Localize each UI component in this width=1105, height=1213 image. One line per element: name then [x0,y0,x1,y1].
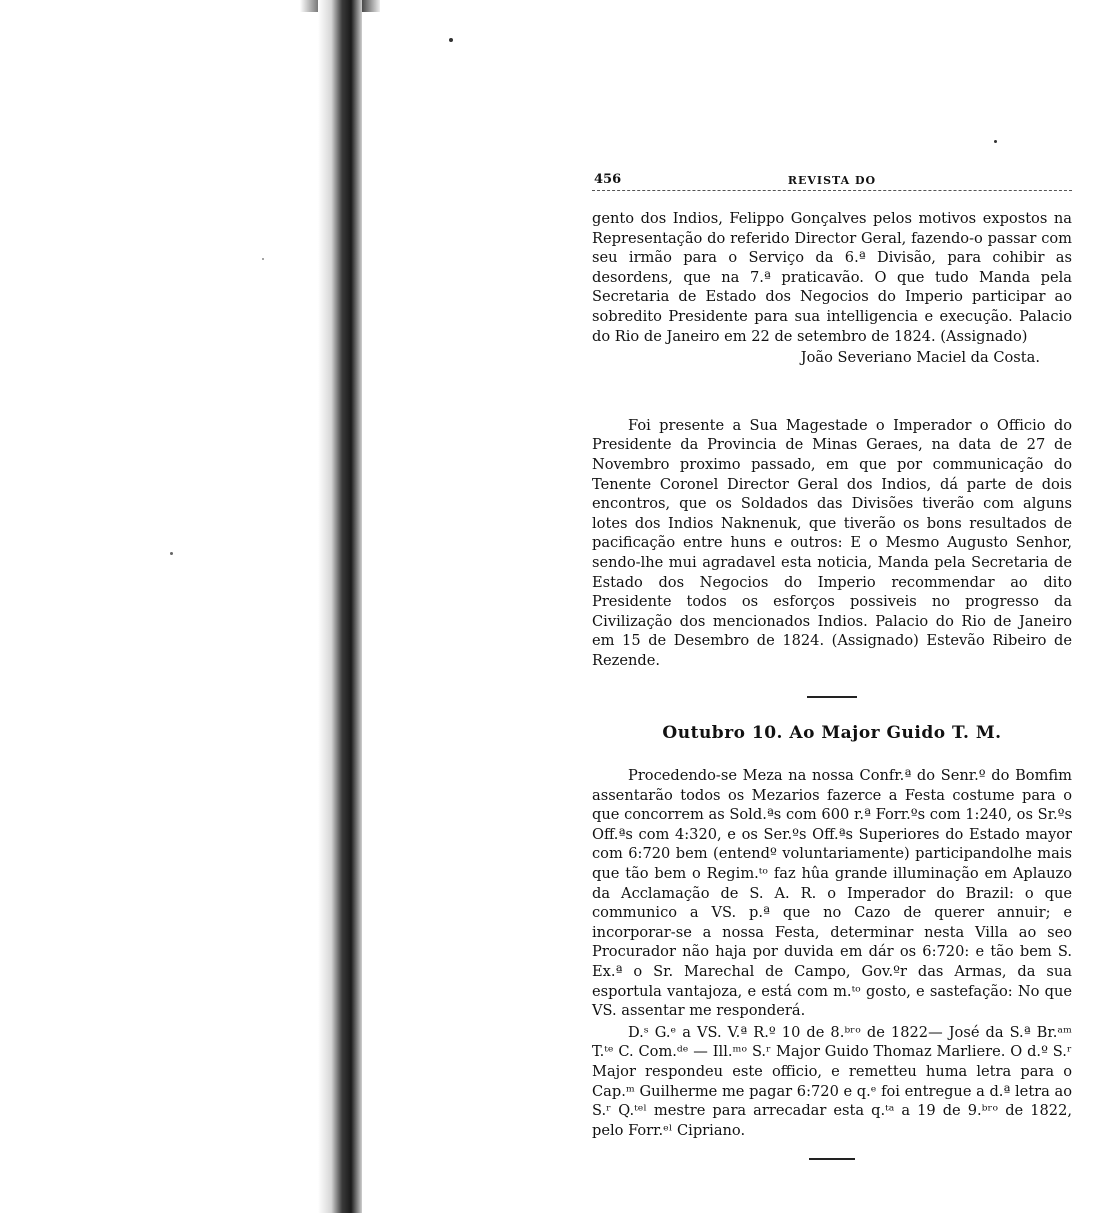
signature-1: João Severiano Maciel da Costa. [800,349,1040,367]
paragraph-2: Foi presente a Sua Magestade o Imperador o Officio do Presidente da Provincia de Minas Geraes, na data de 27 de Novembro proximo passado, em que por communicação do Tenente Coronel Director Geral dos Indios, dá parte de dois encontros, que os Soldados das Divisões tiverão com alguns lotes dos Indios Naknenuk, que tiverão os bons resultados de pacificação entre huns e outros: E o Mesmo Augusto Senhor, sendo-lhe mui agradavel esta noticia, Manda pela Secretaria de Estado dos Negocios do Imperio recommendar ao dito Presidente todos os esforços possiveis no progresso da Civilização dos mencionados Indios. Palacio do Rio de Janeiro em 15 de Desembro de 1824. (Assignado) Estevão Ribeiro de Rezende. [592,416,1072,669]
paragraph-1: gento dos Indios, Felippo Gonçalves pelos motivos expostos na Representação do referido Director Geral, fazendo-o passar com seu irmão para o Serviço da 6.ª Divisão, para cohibir as desordens, que na 7.ª praticavão. O que tudo Manda pela Secretaria de Estado dos Negocios do Imperio participar ao sobredito Presidente para sua intelligencia e execução. Palacio do Rio de Janeiro em 22 de setembro de 1824. (Assignado) [592,210,1072,345]
paper-speck [262,258,264,260]
paragraph-3: Procedendo-se Meza na nossa Confr.ª do Senr.º do Bomfim assentarão todos os Mezarios fazerce a Festa costume para o que concorrem as Sold.ªs com 600 r.ª Forr.ºs com 1:240, os Sr.ºs Off.ªs com 4:320, e os Ser.ºs Off.ªs Superiores do Estado mayor com 6:720 bem (entendº voluntariamente) participandolhe mais que tão bem o Regim.ᵗᵒ faz hûa grande illuminação em Aplauzo da Acclamação de S. A. R. o Imperador do Brazil: o que communico a VS. p.ª que no Cazo de querer annuir; e incorporar-se a nossa Festa, determinar nesta Villa ao seo Procurador não haja por duvida em dár os 6:720: e tão bem S. Ex.ª o Sr. Marechal de Campo, Gov.ºr das Armas, da sua esportula vantajoza, e está com m.ᵗᵒ gosto, e sastefação: No que VS. assentar me responderá. [592,767,1072,1020]
section-heading: Outubro 10. Ao Major Guido T. M. [662,723,1002,744]
section-divider [807,696,857,698]
paper-speck [449,38,453,42]
page-number: 456 [594,172,622,187]
paragraph-4: D.ˢ G.ᵉ a VS. V.ª R.º 10 de 8.ᵇʳᵒ de 1822— José da S.ª Br.ᵃᵐ T.ᵗᵉ C. Com.ᵈᵉ — Ill.ᵐᵒ S.ʳ Major Guido Thomaz Marliere. O d.º S.ʳ Major respondeu este officio, e remetteu huma letra para o Cap.ᵐ Guilherme me pagar 6:720 e q.ᵉ foi entregue a d.ª letra ao S.ʳ Q.ᵗᵉˡ mestre para arrecadar esta q.ᵗᵃ a 19 de 9.ᵇʳᵒ de 1822, pelo Forr.ᵉˡ Cipriano. [592,1023,1072,1139]
paper-speck [170,552,173,555]
running-title: REVISTA DO [787,174,877,187]
book-page [592,168,1072,1160]
end-divider [809,1158,855,1160]
paper-speck [994,140,997,143]
running-head [592,168,1072,191]
book-binding-gutter [318,0,362,1213]
